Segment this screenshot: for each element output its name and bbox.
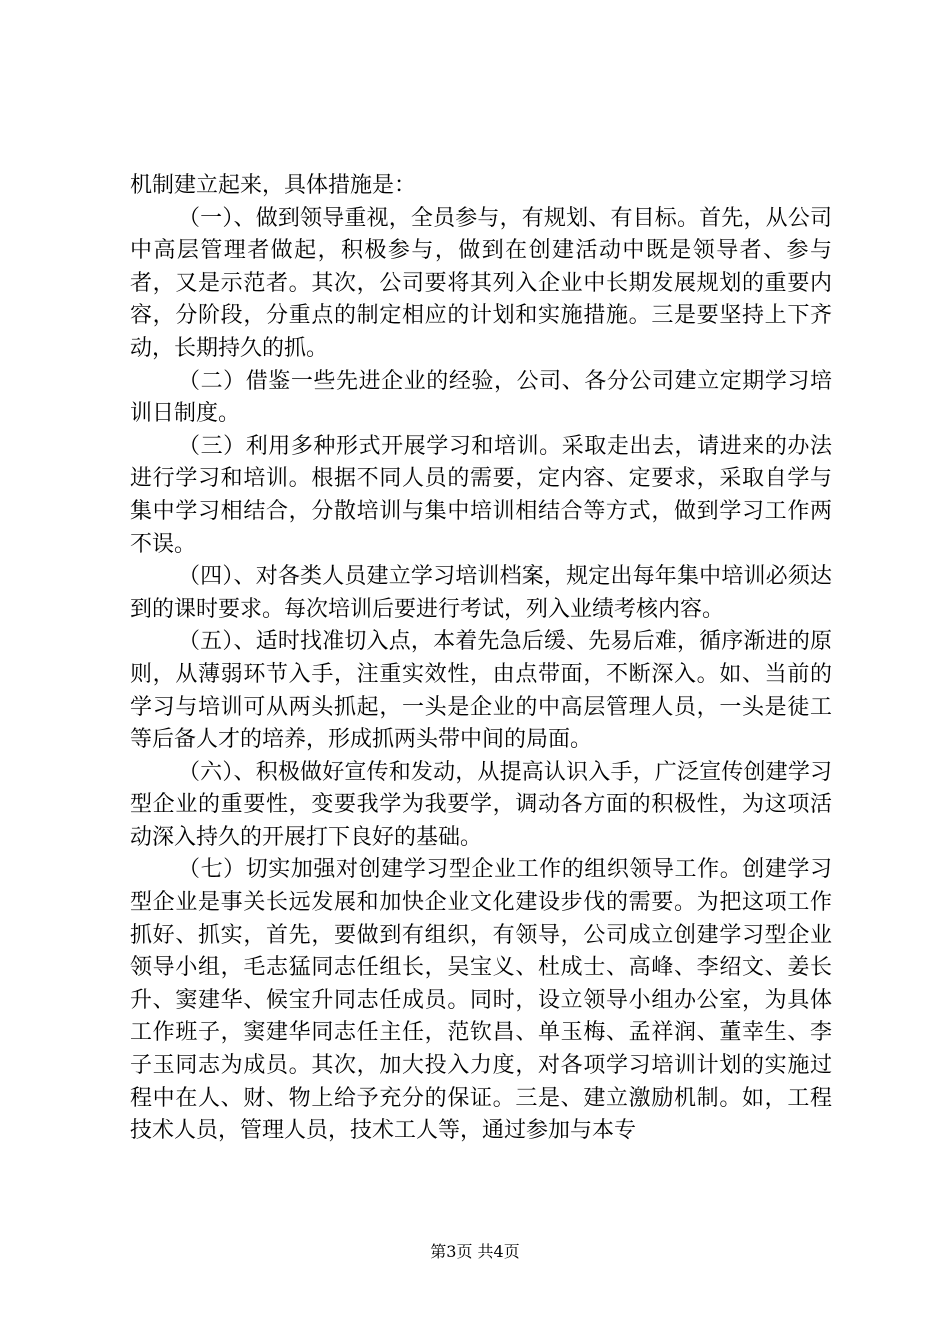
page-number-footer: 第3页 共4页 (430, 1242, 520, 1261)
paragraph-measure-2: （二）借鉴一些先进企业的经验，公司、各分公司建立定期学习培训日制度。 (130, 368, 832, 427)
paragraph-measure-5: （五）、适时找准切入点，本着先急后缓、先易后难，循序渐进的原则，从薄弱环节入手，注重实效性，由点带面，不断深入。如、当前的学习与培训可从两头抓起，一头是企业的中高层管理人员，一头是徒工等后备人才的培养，形成抓两头带中间的局面。 (130, 629, 832, 753)
paragraph-measure-3: （三）利用多种形式开展学习和培训。采取走出去，请进来的办法进行学习和培训。根据不同人员的需要，定内容、定要求，采取自学与集中学习相结合，分散培训与集中培训相结合等方式，做到学习工作两不误。 (130, 433, 832, 557)
paragraph-measure-6: （六）、积极做好宣传和发动，从提高认识入手，广泛宣传创建学习型企业的重要性，变要我学为我要学，调动各方面的积极性，为这项活动深入持久的开展打下良好的基础。 (130, 759, 832, 850)
paragraph-measure-4: （四）、对各类人员建立学习培训档案，规定出每年集中培训必须达到的课时要求。每次培训后要进行考试，列入业绩考核内容。 (130, 564, 832, 622)
paragraph-measure-7: （七）切实加强对创建学习型企业工作的组织领导工作。创建学习型企业是事关长远发展和加快企业文化建设步伐的需要。为把这项工作抓好、抓实，首先，要做到有组织，有领导，公司成立创建学习型企业领导小组，毛志猛同志任组长，吴宝义、杜成士、高峰、李绍文、姜长升、窦建华、候宝升同志任成员。同时，设立领导小组办公室，为具体工作班子，窦建华同志任主任，范钦昌、单玉梅、孟祥润、董幸生、李子玉同志为成员。其次，加大投入力度，对各项学习培训计划的实施过程中在人、财、物上给予充分的保证。三是、建立激励机制。如，工程技术人员，管理人员，技术工人等，通过参加与本专 (130, 857, 832, 1144)
paragraph-measure-1: （一）、做到领导重视，全员参与，有规划、有目标。首先，从公司中高层管理者做起，积极参与，做到在创建活动中既是领导者、参与者，又是示范者。其次，公司要将其列入企业中长期发展规划的重要内容，分阶段，分重点的制定相应的计划和实施措施。三是要坚持上下齐动，长期持久的抓。 (130, 205, 832, 361)
document-body (130, 170, 832, 1148)
paragraph-continuation: 机制建立起来，具体措施是： (130, 173, 417, 198)
